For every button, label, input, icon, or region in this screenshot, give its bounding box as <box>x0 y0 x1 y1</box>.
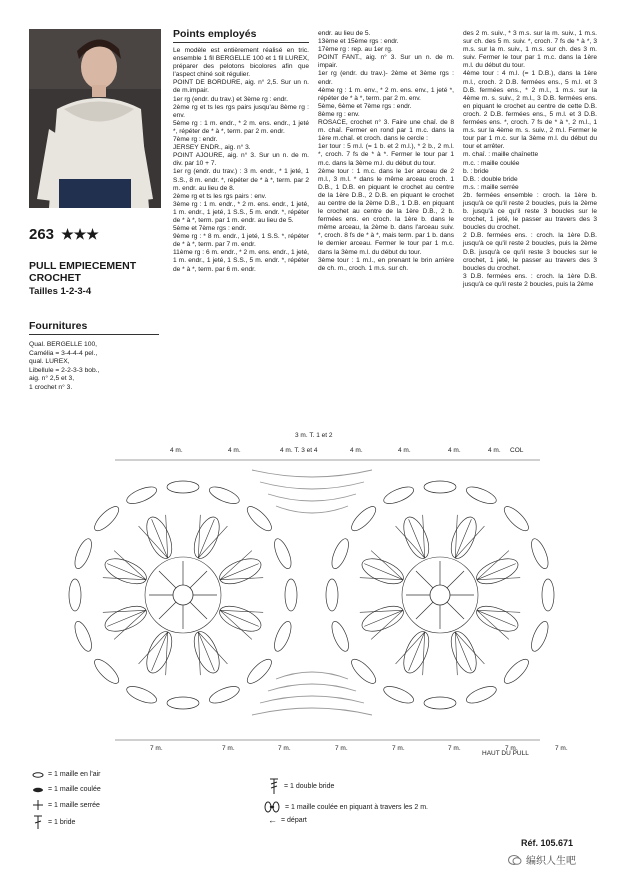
pattern-number: 263 <box>29 226 55 243</box>
chain-arc <box>268 494 356 501</box>
pattern-number-row <box>29 226 99 243</box>
outer-cluster <box>424 697 456 709</box>
double-treble-stitch <box>139 526 168 558</box>
legend-text: = 1 maille serrée <box>48 801 100 809</box>
connector-top <box>252 470 372 513</box>
instruction-para: POINT FANT., aig. n° 3. Sur un n. de m. impair. <box>318 54 454 70</box>
double-treble-stitch <box>455 519 471 558</box>
double-treble-stitch <box>371 551 403 580</box>
chain-arc <box>276 672 348 679</box>
outer-cluster <box>382 683 416 706</box>
chain-stitch-icon <box>32 772 44 778</box>
double-treble-stitch <box>477 564 516 580</box>
supplies-line: 1 crochet n° 3. <box>29 383 73 391</box>
bottom-label: HAUT DU PULL <box>482 750 529 757</box>
treble-stitch <box>190 602 207 619</box>
bottom-measure: 7 m. <box>335 745 348 752</box>
treble-stitch <box>159 602 176 619</box>
instruction-para: 17ème rg : rep. au 1er rg. <box>318 46 393 54</box>
double-treble-stitch <box>103 578 146 580</box>
instruction-para: Le modèle est entièrement réalisé en tric. ensemble 1 fil BERGELLE 100 et 1 fil LUREX, préparer des pelotons bicolores afin que l'aspect chiné soit régulier. <box>173 47 309 79</box>
double-treble-stitch <box>477 610 516 626</box>
top-label-sizes34: 4 m. T. 3 et 4 <box>280 447 318 454</box>
top-measure: 4 m. <box>488 447 501 454</box>
double-treble-stitch <box>396 632 425 664</box>
double-treble-stitch <box>477 551 509 580</box>
legend-text: = 1 maille en l'air <box>48 771 101 778</box>
outer-cluster <box>382 484 416 507</box>
arrow-left-icon: ← <box>268 815 277 825</box>
double-treble-stitch <box>455 632 471 671</box>
model-photo <box>29 29 161 208</box>
double-treble-stitch <box>360 578 403 580</box>
outer-cluster <box>91 503 122 534</box>
double-treble-stitch <box>198 515 200 558</box>
outer-cluster <box>125 484 159 507</box>
outer-cluster <box>207 683 241 706</box>
watermark-text: 编织人生吧 <box>526 856 576 867</box>
outer-cluster <box>501 503 532 534</box>
supplies-line: Camélia = 3-4-4-4 pel., <box>29 349 98 357</box>
double-treble-stitch <box>152 519 168 558</box>
bottom-measure: 7 m. <box>505 745 518 752</box>
bottom-measure: 7 m. <box>222 745 235 752</box>
instruction-para: 1er rg (endr. du trav.) : 3 m. endr., * 1 jeté, 1 S.S., 8 m. endr. *, répéter de * à *, term. par 2 m. endr. au lieu de 8. <box>173 168 309 192</box>
instruction-para: 4ème tour : 4 m.l. (= 1 D.B.), dans la 1ère m.l., croch. 2 D.B. fermées ens., 5 m.l. et 3 D.B. fermées ens., * 2 m.l., 1 m.s. sur la 4ème m. s. suiv., 2 m.l., 3 D.B. fermées ens. en piquant le crochet au centre de cette D.B. croch. 2 D.B. fermées ens., 5 m.l. et 3 D.B. fermées ens. *, croch. 7 fs de * à *, 2 m.l., 1 m.s. sur la 4ème m. s. suiv., 2 m.l. Fermer le tour par 1 m.c. sur la 3ème m.l. du début du tour et arrêter. <box>463 70 597 151</box>
double-treble-stitch <box>423 632 425 675</box>
instruction-para: JERSEY ENDR., aig. n° 3. <box>173 144 251 152</box>
outer-cluster <box>69 579 81 611</box>
instruction-para: 8ème rg : env. <box>318 110 360 118</box>
supplies-divider <box>29 334 159 335</box>
outer-cluster <box>271 537 294 571</box>
instruction-para: 11ème rg : 6 m. endr., * 2 m. ens. endr., 1 jeté, 1 m. endr., 1 jeté, 1 S.S., 5 m. endr. *, répéter de * à *, term. par 6 m. endr. <box>173 249 309 273</box>
abbrev-single: m.s. : maille serrée <box>463 183 519 191</box>
center-ring <box>430 585 450 605</box>
outer-cluster <box>424 481 456 493</box>
outer-cluster <box>528 537 551 571</box>
instruction-para: des 2 m. suiv., * 3 m.s. sur la m. suiv., 1 m.s. sur ch. des 5 m. suiv. *, croch. 7 fs de * à *, 3 m.s. sur la m. suiv., 1 m.s. sur ch. des 3 m. suiv. Fermer le tour par 1 m.c. dans la 1ère m.l. du début du tour. <box>463 30 597 70</box>
double-treble-stitch <box>371 610 403 639</box>
instructions-col1 <box>173 47 309 274</box>
points-heading: Points employés <box>173 28 257 40</box>
instruction-para: 3 D.B. fermées ens. : croch. la 1ère D.B. jusqu'à ce qu'il reste 2 boucles, puis la 2ème <box>463 272 597 288</box>
outer-cluster <box>244 656 275 687</box>
double-treble-stitch <box>114 610 146 639</box>
legend-text: = départ <box>281 816 307 824</box>
double-treble-stitch <box>220 564 259 580</box>
supplies-list <box>29 341 159 393</box>
double-treble-stitch <box>220 578 263 580</box>
center-ring <box>173 585 193 605</box>
legend-text: = 1 double bride <box>284 782 335 790</box>
title-line2: CROCHET <box>29 272 81 284</box>
instruction-para: 9ème rg : * 8 m. endr., 1 jeté, 1 S.S. *, répéter de * à *, term. par 7 m. endr. <box>173 233 309 249</box>
double-treble-stitch <box>455 526 484 558</box>
outer-cluster <box>271 619 294 653</box>
outer-cluster <box>326 579 338 611</box>
legend-start <box>268 815 307 825</box>
treble-stitch <box>190 571 207 588</box>
legend-text: = 1 maille coulée en piquant à travers les 2 m. <box>285 803 428 811</box>
outer-cluster <box>72 537 95 571</box>
instruction-para: 2ème rg et ts les rgs pairs : env. <box>173 192 267 200</box>
supplies-line: qual. LUREX, <box>29 358 70 366</box>
top-measure: 4 m. <box>170 447 183 454</box>
rosace-motif-right <box>326 481 554 709</box>
outer-cluster <box>501 656 532 687</box>
outer-cluster <box>91 656 122 687</box>
double-treble-stitch <box>107 610 146 626</box>
slip-through-icon <box>263 800 281 814</box>
instruction-para: 5ème, 6ème et 7ème rgs : endr. <box>318 102 412 110</box>
chain-arc <box>268 684 356 691</box>
double-treble-stitch <box>152 632 168 671</box>
double-treble-stitch <box>409 519 425 558</box>
col-label: COL <box>510 447 524 454</box>
supplies-heading: Fournitures <box>29 320 88 332</box>
outer-cluster <box>285 579 297 611</box>
outer-cluster <box>244 503 275 534</box>
supplies-line: Libellule = 2-2-3-3 bob., <box>29 366 100 374</box>
double-treble-stitch <box>166 515 168 558</box>
bottom-measure: 7 m. <box>150 745 163 752</box>
outer-cluster <box>125 683 159 706</box>
instruction-para: 2ème rg et ts les rgs pairs jusqu'au 8ème rg : env. <box>173 103 309 119</box>
outer-cluster <box>348 656 379 687</box>
legend-double-treble <box>268 778 334 794</box>
instructions-col2 <box>318 30 454 273</box>
double-treble-stitch <box>220 610 252 639</box>
double-treble-stitch <box>139 632 168 664</box>
instruction-para: 7ème rg : endr. <box>173 136 218 144</box>
double-treble-stitch <box>220 610 263 612</box>
instruction-para: 2 D.B. fermées ens. : croch. la 1ère D.B. jusqu'à ce qu'il reste 2 boucles, puis la 2ème D.B. jusqu'à ce qu'il reste 3 boucles sur le crochet, 1 jeté, le passer au travers des 3 boucles du crochet. <box>463 232 597 272</box>
treble-stitch <box>416 571 433 588</box>
model-illustration <box>29 29 161 208</box>
abbrev-slip: m.c. : maille coulée <box>463 159 520 167</box>
bottom-measure: 7 m. <box>448 745 461 752</box>
double-treble-stitch <box>423 515 425 558</box>
crochet-chart <box>0 425 625 765</box>
top-measure: 4 m. <box>228 447 241 454</box>
slip-stitch-icon <box>32 787 44 793</box>
title-line1: PULL EMPIECEMENT <box>29 260 137 272</box>
instructions-col3 <box>463 30 597 289</box>
instruction-para: 3ème tour : 1 m.l., en prenant le brin arrière de ch. m., croch. 1 m.s. sur ch. <box>318 256 454 272</box>
bottom-measure: 7 m. <box>392 745 405 752</box>
outer-cluster <box>329 619 352 653</box>
outer-cluster <box>207 484 241 507</box>
outer-cluster <box>542 579 554 611</box>
difficulty-stars: ★★★ <box>61 226 99 242</box>
treble-icon <box>32 815 44 829</box>
legend-slip <box>32 786 101 793</box>
instruction-para: 2b. fermées ensemble : croch. la 1ère b. jusqu'à ce qu'il reste 2 boucles, puis la 2ème b. jusqu'à ce qu'il reste 3 boucles sur le crochet, 1 jeté, le passer au travers des 3 boucles du crochet. <box>463 191 597 232</box>
outer-cluster <box>464 683 498 706</box>
double-treble-stitch <box>198 632 227 664</box>
double-treble-stitch <box>455 632 457 675</box>
abbrev-chain: m. chaî. : maille chaînette <box>463 151 539 159</box>
outer-cluster <box>72 619 95 653</box>
double-treble-stitch <box>220 551 252 580</box>
outer-cluster <box>329 537 352 571</box>
double-treble-stitch <box>198 632 214 671</box>
double-treble-stitch <box>477 578 520 580</box>
double-treble-stitch <box>477 610 509 639</box>
sizes-text: Tailles 1-2-3-4 <box>29 286 92 297</box>
double-treble-stitch <box>198 632 200 675</box>
double-treble-stitch <box>220 610 259 626</box>
chain-arc <box>252 708 372 715</box>
legend-slip-through <box>263 800 428 814</box>
double-treble-stitch <box>455 632 484 664</box>
instruction-para: 1er rg (endr. du trav.)- 2ème et 3ème rgs : endr. <box>318 70 454 86</box>
chain-arc <box>252 470 372 477</box>
outer-cluster <box>528 619 551 653</box>
abbrev-treble: b. : bride <box>463 167 489 175</box>
double-treble-stitch <box>477 610 520 612</box>
double-treble-stitch <box>103 610 146 612</box>
instruction-para: POINT DE BORDURE, aig. n° 2,5. Sur un n. de m.impair. <box>173 79 309 95</box>
supplies-line: aig. n° 2,5 et 3, <box>29 375 75 383</box>
double-treble-stitch <box>364 564 403 580</box>
treble-stitch <box>159 571 176 588</box>
instruction-para: 13ème et 15ème rgs : endr. <box>318 38 399 46</box>
instruction-para: 1er tour : 5 m.l. (= 1 b. et 2 m.l.), * 2 b., 2 m.l. *, croch. 7 fs de * à *. Fermer le tour par 1 m.c. dans la 3ème m.l. du début du tour. <box>318 143 454 167</box>
wechat-icon <box>508 854 522 866</box>
chain-arc <box>260 696 364 703</box>
instruction-para: 4ème rg : 1 m. env., * 2 m. ens. env., 1 jeté *, répéter de * à *, term. par 2 m. env. <box>318 86 454 102</box>
instruction-para: 5ème et 7ème rgs : endr. <box>173 225 247 233</box>
treble-stitch <box>447 602 464 619</box>
double-treble-stitch <box>396 526 425 558</box>
outer-cluster <box>464 484 498 507</box>
double-treble-stitch <box>114 551 146 580</box>
legend-text: = 1 bride <box>48 818 76 826</box>
legend-text: = 1 maille coulée <box>48 786 101 793</box>
top-measure: 4 m. <box>398 447 411 454</box>
instruction-para: 5ème rg : 1 m. endr., * 2 m. ens. endr., 1 jeté *, répéter de * à *, term. par 2 m. endr. <box>173 119 309 135</box>
outer-cluster <box>348 503 379 534</box>
instruction-para: endr. au lieu de 5. <box>318 30 371 37</box>
title-block <box>29 260 136 284</box>
instruction-para: 3ème rg : 1 m. endr., * 2 m. ens. endr., 1 jeté, 1 m. endr., 1 jeté, 1 S.S., 5 m. endr. *, répéter de * à *, term. par 1 m. endr. au lieu de 5. <box>173 200 309 224</box>
instruction-para: POINT AJOURE, aig. n° 3. Sur un n. de m. div. par 10 + 7. <box>173 152 309 168</box>
top-measure: 4 m. <box>350 447 363 454</box>
single-crochet-icon <box>32 800 44 810</box>
rosace-motif-left <box>69 481 297 709</box>
treble-stitch <box>447 571 464 588</box>
double-treble-stitch <box>360 610 403 612</box>
treble-stitch <box>416 602 433 619</box>
outer-cluster <box>167 697 199 709</box>
legend-chain <box>32 771 101 778</box>
instruction-para: ROSACE, crochet n° 3. Faire une chaî. de 8 m. chaî. Fermer en rond par 1 m.c. dans la 1ère m.chaî. et croch. dans le cercle : <box>318 119 454 143</box>
bottom-measure: 7 m. <box>555 745 568 752</box>
double-treble-stitch <box>107 564 146 580</box>
double-treble-stitch <box>455 515 457 558</box>
outer-cluster <box>167 481 199 493</box>
watermark <box>508 852 576 867</box>
instruction-para: 1er rg (endr. du trav.) et 3ème rg : endr. <box>173 95 288 103</box>
instruction-para: 2ème tour : 1 m.c. dans le 1er arceau de 2 m.l., 3 m.l. * dans le même arceau croch. 1 D.B., 1 D.B. en piquant le crochet au centre de la 1ère D.B., 2 D.B. en piquant le crochet au centre de la 2ème D.B., 1 D.B. en piquant le crochet au centre de la 1ère D.B., 2 b. fermées ens. en croch. la 1ère b. dans le même arceau, la 2ème b. dans l'arceau suiv. *, croch. 8 fs de * à *, mais term. par 1 b. dans le dernier arceau. Fermer le tour par 1 m.c. dans la 3ème m.l. du début du tour. <box>318 167 454 256</box>
top-measure: 4 m. <box>448 447 461 454</box>
top-label-sizes12: 3 m. T. 1 et 2 <box>295 432 333 439</box>
chain-arc <box>276 506 348 513</box>
supplies-line: Qual. BERGELLE 100, <box>29 341 98 348</box>
double-treble-stitch <box>364 610 403 626</box>
points-divider <box>173 42 309 43</box>
legend-single <box>32 800 100 810</box>
double-treble-stitch <box>166 632 168 675</box>
reference-number: Réf. 105.671 <box>521 838 574 848</box>
connector-bottom <box>252 672 372 715</box>
bottom-measure: 7 m. <box>278 745 291 752</box>
double-treble-stitch <box>198 519 214 558</box>
double-treble-icon <box>268 778 280 794</box>
double-treble-stitch <box>409 632 425 671</box>
chain-arc <box>260 482 364 489</box>
abbrev-double-treble: D.B. : double bride <box>463 175 518 183</box>
legend-treble <box>32 815 75 829</box>
double-treble-stitch <box>198 526 227 558</box>
